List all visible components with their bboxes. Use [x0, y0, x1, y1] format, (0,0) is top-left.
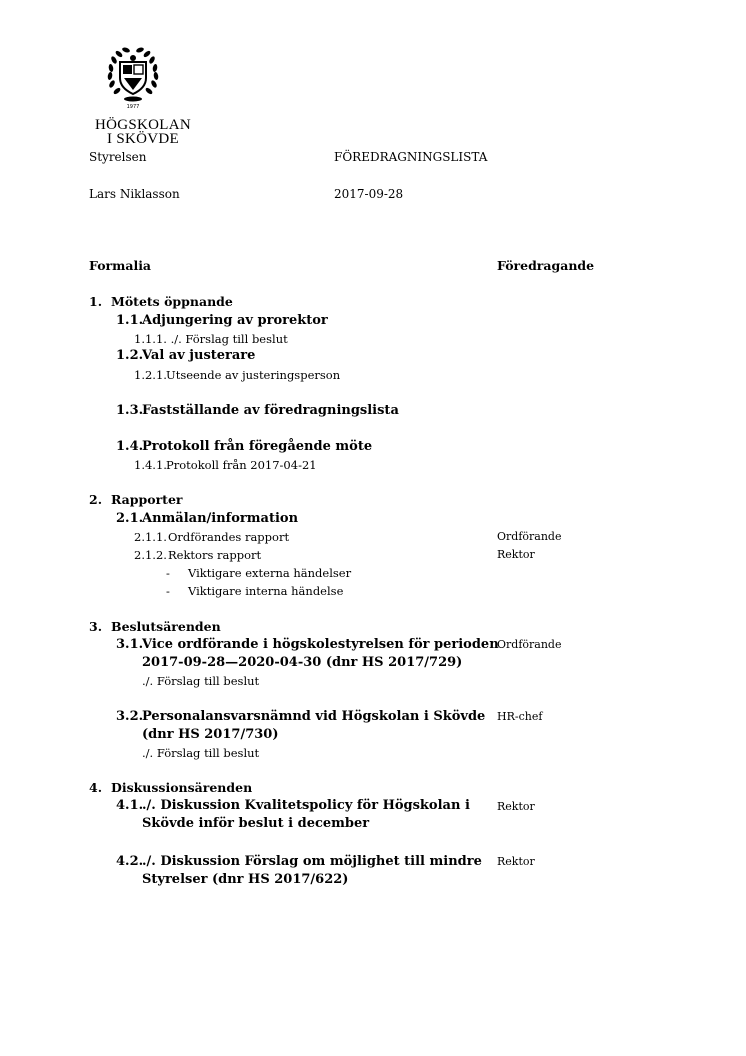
school-name-line2: I SKÖVDE — [107, 131, 179, 147]
subitem-number: 2.1.2. — [134, 548, 167, 562]
item-title-cont: Skövde inför beslut i december — [142, 816, 370, 831]
document-type: FÖREDRAGNINGSLISTA — [334, 150, 488, 164]
presenter: Rektor — [497, 855, 535, 868]
column-heading-presenter: Föredragande — [497, 258, 595, 273]
svg-text:1977: 1977 — [126, 104, 140, 110]
presenter: HR-chef — [497, 710, 543, 723]
subitem: Utseende av justeringsperson — [166, 368, 341, 382]
item-title: ./. Diskussion Kvalitetspolicy för Högskolan i — [142, 798, 470, 813]
subitem: ./. Förslag till beslut — [142, 674, 260, 688]
section-title: Diskussionsärenden — [111, 780, 253, 795]
university-seal-logo — [104, 44, 162, 122]
section-number: 3. — [89, 619, 103, 634]
item-number: 1.1. — [116, 313, 144, 328]
bullet-item: Viktigare interna händelse — [188, 584, 344, 598]
item-title: Vice ordförande i högskolestyrelsen för perioden — [142, 637, 499, 652]
item-number: 1.3. — [116, 403, 144, 418]
subitem: Rektors rapport — [168, 548, 262, 562]
bullet-dash: - — [166, 566, 170, 580]
subitem-number: 1.4.1. — [134, 458, 167, 472]
item-number: 4.1. — [116, 798, 144, 813]
item-number: 4.2. — [116, 854, 144, 869]
subitem-number: 1.2.1. — [134, 368, 167, 382]
section-title: Mötets öppnande — [111, 294, 233, 309]
item-title: ./. Diskussion Förslag om möjlighet till mindre — [142, 854, 482, 869]
school-name-line1: HÖGSKOLAN — [94, 117, 192, 133]
section-title: Rapporter — [111, 492, 183, 507]
item-number: 2.1. — [116, 511, 144, 526]
presenter: Rektor — [497, 548, 535, 561]
item-number: 3.2. — [116, 709, 144, 724]
item-title-cont: Styrelser (dnr HS 2017/622) — [142, 872, 349, 887]
subitem-number: 2.1.1. — [134, 530, 167, 544]
person-name: Lars Niklasson — [89, 187, 180, 201]
subitem: ./. Förslag till beslut — [142, 746, 260, 760]
item-title-cont: (dnr HS 2017/730) — [142, 727, 279, 742]
item-number: 1.4. — [116, 439, 144, 454]
bullet-item: Viktigare externa händelser — [188, 566, 352, 580]
meeting-date: 2017-09-28 — [334, 187, 404, 201]
item-title: Protokoll från föregående möte — [142, 439, 373, 454]
item-number: 3.1. — [116, 637, 144, 652]
section-title: Beslutsärenden — [111, 619, 221, 634]
item-title: Val av justerare — [142, 348, 256, 363]
presenter: Ordförande — [497, 530, 562, 543]
section-number: 2. — [89, 492, 103, 507]
column-heading-formalia: Formalia — [89, 258, 152, 273]
item-title-cont: 2017-09-28—2020-04-30 (dnr HS 2017/729) — [142, 655, 463, 670]
subitem: Protokoll från 2017-04-21 — [166, 458, 317, 472]
item-title: Personalansvarsnämnd vid Högskolan i Skövde — [142, 709, 486, 724]
item-title: Adjungering av prorektor — [142, 313, 328, 328]
section-number: 1. — [89, 294, 103, 309]
item-title: Anmälan/information — [142, 511, 299, 526]
bullet-dash: - — [166, 584, 170, 598]
presenter: Rektor — [497, 800, 535, 813]
item-number: 1.2. — [116, 348, 144, 363]
presenter: Ordförande — [497, 638, 562, 651]
subitem: Ordförandes rapport — [168, 530, 290, 544]
org-name: Styrelsen — [89, 150, 147, 164]
item-title: Fastställande av föredragningslista — [142, 403, 399, 418]
subitem: 1.1.1. ./. Förslag till beslut — [134, 332, 288, 346]
section-number: 4. — [89, 780, 103, 795]
